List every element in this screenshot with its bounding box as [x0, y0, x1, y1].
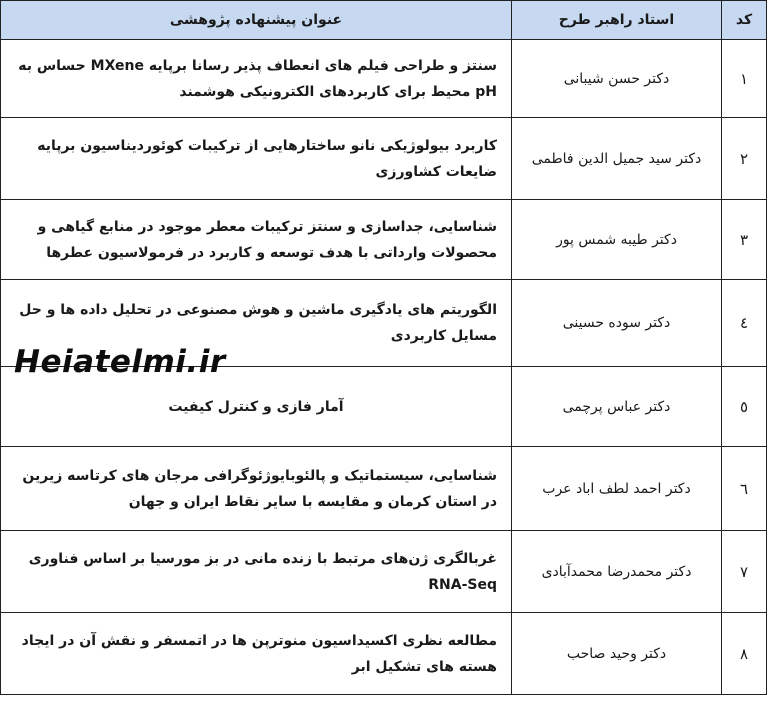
table-row [1, 613, 767, 695]
row-advisor: دکتر احمد لطف اباد عرب [512, 447, 722, 531]
table-row [1, 531, 767, 613]
table-row [1, 280, 767, 367]
row-code: ۷ [722, 531, 767, 613]
row-code: ۲ [722, 118, 767, 200]
row-title: آمار فازی و کنترل کیفیت [1, 367, 512, 447]
row-title: شناسایی، جداسازی و سنتز ترکیبات معطر موجود در منابع گیاهی و محصولات وارداتی با هدف توسعه و کاربرد در فرمولاسیون عطرها [1, 200, 512, 280]
table-row [1, 118, 767, 200]
row-code: ٤ [722, 280, 767, 367]
row-title: شناسایی، سیستماتیک و پالئوبایوژئوگرافی مرجان های کرتاسه زیرین در استان کرمان و مقایسه با سایر نقاط ایران و جهان [1, 447, 512, 531]
row-code: ۱ [722, 40, 767, 118]
row-code: ٥ [722, 367, 767, 447]
header-advisor: استاد راهبر طرح [512, 1, 722, 40]
header-code: کد [722, 1, 767, 40]
table-row [1, 40, 767, 118]
row-advisor: دکتر طیبه شمس پور [512, 200, 722, 280]
table-header-row [1, 1, 767, 40]
row-code: ٦ [722, 447, 767, 531]
row-advisor: دکتر محمدرضا محمدآبادی [512, 531, 722, 613]
row-advisor: دکتر وحید صاحب [512, 613, 722, 695]
row-title: کاربرد بیولوژیکی نانو ساختارهایی از ترکیبات کوئوردیناسیون برپایه ضایعات کشاورزی [1, 118, 512, 200]
row-title: سنتز و طراحی فیلم های انعطاف پذیر رسانا برپایه MXene حساس به pH محیط برای کاربردهای الکترونیکی هوشمند [1, 40, 512, 118]
row-advisor: دکتر عباس پرچمی [512, 367, 722, 447]
row-advisor: دکتر حسن شیبانی [512, 40, 722, 118]
row-advisor: دکتر سید جمیل الدین فاطمی [512, 118, 722, 200]
site-watermark: Heiatelmi.ir [14, 344, 226, 380]
table-row [1, 447, 767, 531]
table-row [1, 200, 767, 280]
row-title: مطالعه نظری اکسیداسیون منوترپن ها در اتمسفر و نقش آن در ایجاد هسته های تشکیل ابر [1, 613, 512, 695]
row-code: ۳ [722, 200, 767, 280]
row-code: ۸ [722, 613, 767, 695]
row-title: غربالگری ژن‌های مرتبط با زنده مانی در بز مورسیا بر اساس فناوری RNA-Seq [1, 531, 512, 613]
row-title: الگوریتم های یادگیری ماشین و هوش مصنوعی در تحلیل داده ها و حل مسایل کاربردی [1, 280, 512, 367]
row-advisor: دکتر سوده حسینی [512, 280, 722, 367]
table-row [1, 367, 767, 447]
header-title: عنوان پیشنهاده پژوهشی [1, 1, 512, 40]
